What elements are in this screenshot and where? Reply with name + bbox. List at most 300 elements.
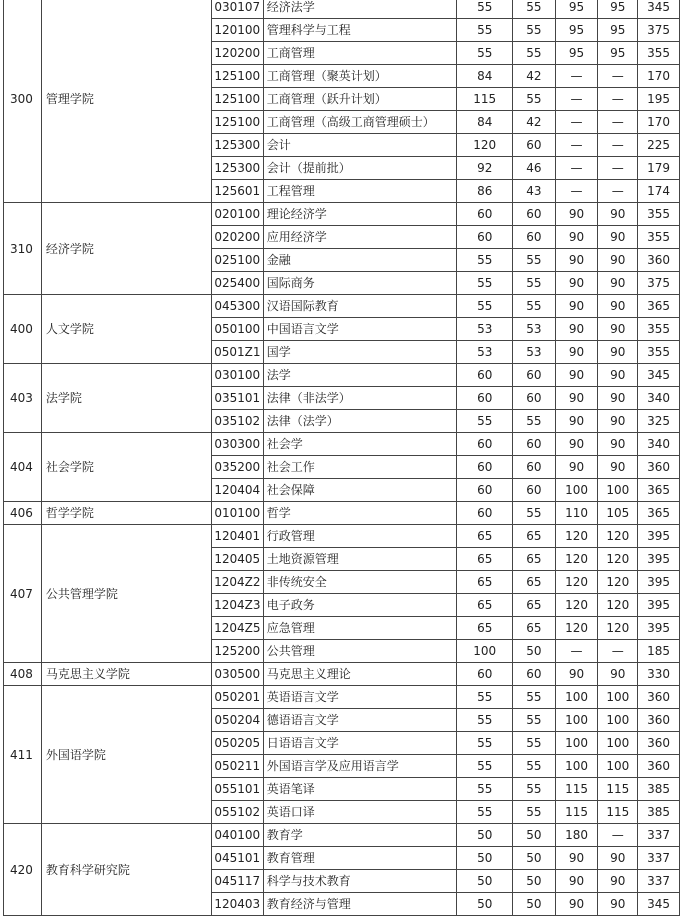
subject-one-score: — [555, 640, 598, 663]
subject-one-score: — [555, 180, 598, 203]
major-code: 020200 [211, 226, 263, 249]
major-code: 050201 [211, 686, 263, 709]
subject-one-score: 120 [555, 594, 598, 617]
subject-one-score: 90 [555, 433, 598, 456]
subject-two-score: 100 [598, 709, 638, 732]
politics-score: 53 [457, 341, 513, 364]
total-score: 330 [638, 663, 680, 686]
politics-score: 50 [457, 893, 513, 916]
subject-two-score: 90 [598, 456, 638, 479]
table-row [4, 525, 680, 548]
major-code: 045300 [211, 295, 263, 318]
subject-two-score: — [598, 88, 638, 111]
politics-score: 60 [457, 433, 513, 456]
subject-one-score: 90 [555, 249, 598, 272]
subject-two-score: 95 [598, 19, 638, 42]
subject-one-score: 90 [555, 226, 598, 249]
major-code: 030300 [211, 433, 263, 456]
table-row [4, 433, 680, 456]
department-name: 人文学院 [41, 295, 211, 364]
major-code: 120405 [211, 548, 263, 571]
total-score: 395 [638, 571, 680, 594]
major-code: 125601 [211, 180, 263, 203]
subject-two-score: 100 [598, 686, 638, 709]
subject-one-score: 90 [555, 295, 598, 318]
total-score: 195 [638, 88, 680, 111]
subject-one-score: 95 [555, 19, 598, 42]
major-name: 国际商务 [263, 272, 457, 295]
major-name: 公共管理 [263, 640, 457, 663]
total-score: 225 [638, 134, 680, 157]
major-code: 125300 [211, 134, 263, 157]
score-table [3, 0, 680, 916]
subject-one-score: 90 [555, 203, 598, 226]
politics-score: 50 [457, 847, 513, 870]
foreign-language-score: 50 [513, 824, 556, 847]
major-name: 会计（提前批） [263, 157, 457, 180]
subject-one-score: 90 [555, 387, 598, 410]
major-name: 社会学 [263, 433, 457, 456]
subject-two-score: 105 [598, 502, 638, 525]
major-name: 德语语言文学 [263, 709, 457, 732]
politics-score: 55 [457, 755, 513, 778]
foreign-language-score: 60 [513, 456, 556, 479]
subject-two-score: — [598, 134, 638, 157]
department-code: 407 [4, 525, 42, 663]
politics-score: 65 [457, 571, 513, 594]
department-code: 404 [4, 433, 42, 502]
politics-score: 115 [457, 88, 513, 111]
major-code: 010100 [211, 502, 263, 525]
subject-one-score: 100 [555, 479, 598, 502]
subject-two-score: — [598, 180, 638, 203]
subject-two-score: 90 [598, 249, 638, 272]
department-code: 406 [4, 502, 42, 525]
total-score: 170 [638, 65, 680, 88]
subject-two-score: 115 [598, 801, 638, 824]
politics-score: 60 [457, 203, 513, 226]
foreign-language-score: 55 [513, 778, 556, 801]
foreign-language-score: 55 [513, 686, 556, 709]
subject-one-score: 90 [555, 410, 598, 433]
foreign-language-score: 60 [513, 663, 556, 686]
major-name: 国学 [263, 341, 457, 364]
major-name: 会计 [263, 134, 457, 157]
table-row [4, 203, 680, 226]
politics-score: 55 [457, 778, 513, 801]
politics-score: 60 [457, 456, 513, 479]
table-body [4, 0, 680, 916]
major-name: 电子政务 [263, 594, 457, 617]
major-code: 125300 [211, 157, 263, 180]
subject-one-score: 90 [555, 364, 598, 387]
total-score: 365 [638, 479, 680, 502]
foreign-language-score: 42 [513, 65, 556, 88]
foreign-language-score: 55 [513, 272, 556, 295]
politics-score: 55 [457, 801, 513, 824]
foreign-language-score: 55 [513, 732, 556, 755]
major-code: 030100 [211, 364, 263, 387]
subject-two-score: 90 [598, 410, 638, 433]
table-row [4, 502, 680, 525]
major-name: 英语语言文学 [263, 686, 457, 709]
department-name: 外国语学院 [41, 686, 211, 824]
major-code: 125100 [211, 88, 263, 111]
major-name: 管理科学与工程 [263, 19, 457, 42]
subject-one-score: 120 [555, 548, 598, 571]
total-score: 340 [638, 387, 680, 410]
subject-one-score: 120 [555, 525, 598, 548]
total-score: 375 [638, 272, 680, 295]
subject-one-score: — [555, 111, 598, 134]
department-name: 社会学院 [41, 433, 211, 502]
department-code: 420 [4, 824, 42, 916]
major-name: 非传统安全 [263, 571, 457, 594]
subject-two-score: 90 [598, 433, 638, 456]
subject-two-score: 90 [598, 272, 638, 295]
foreign-language-score: 50 [513, 893, 556, 916]
foreign-language-score: 60 [513, 433, 556, 456]
department-name: 教育科学研究院 [41, 824, 211, 916]
total-score: 395 [638, 548, 680, 571]
major-name: 社会保障 [263, 479, 457, 502]
politics-score: 55 [457, 686, 513, 709]
subject-one-score: 115 [555, 801, 598, 824]
subject-two-score: — [598, 824, 638, 847]
major-name: 中国语言文学 [263, 318, 457, 341]
major-name: 工商管理（聚英计划） [263, 65, 457, 88]
politics-score: 55 [457, 249, 513, 272]
foreign-language-score: 65 [513, 571, 556, 594]
total-score: 360 [638, 755, 680, 778]
major-name: 法律（非法学） [263, 387, 457, 410]
politics-score: 92 [457, 157, 513, 180]
politics-score: 84 [457, 111, 513, 134]
table-row [4, 824, 680, 847]
major-code: 055102 [211, 801, 263, 824]
total-score: 170 [638, 111, 680, 134]
department-code: 403 [4, 364, 42, 433]
subject-one-score: — [555, 134, 598, 157]
total-score: 395 [638, 617, 680, 640]
total-score: 360 [638, 249, 680, 272]
major-code: 0501Z1 [211, 341, 263, 364]
total-score: 355 [638, 203, 680, 226]
subject-one-score: 90 [555, 847, 598, 870]
major-code: 045117 [211, 870, 263, 893]
politics-score: 65 [457, 548, 513, 571]
major-name: 英语笔译 [263, 778, 457, 801]
major-code: 045101 [211, 847, 263, 870]
foreign-language-score: 43 [513, 180, 556, 203]
subject-one-score: — [555, 65, 598, 88]
foreign-language-score: 65 [513, 548, 556, 571]
major-code: 120404 [211, 479, 263, 502]
total-score: 337 [638, 824, 680, 847]
subject-one-score: 110 [555, 502, 598, 525]
total-score: 385 [638, 801, 680, 824]
total-score: 385 [638, 778, 680, 801]
subject-two-score: 90 [598, 318, 638, 341]
table-row [4, 295, 680, 318]
subject-two-score: 95 [598, 42, 638, 65]
major-name: 科学与技术教育 [263, 870, 457, 893]
subject-two-score: 100 [598, 732, 638, 755]
department-name: 法学院 [41, 364, 211, 433]
foreign-language-score: 55 [513, 0, 556, 19]
politics-score: 60 [457, 479, 513, 502]
major-code: 120403 [211, 893, 263, 916]
subject-two-score: 120 [598, 571, 638, 594]
subject-two-score: — [598, 157, 638, 180]
foreign-language-score: 55 [513, 801, 556, 824]
politics-score: 55 [457, 410, 513, 433]
major-name: 工商管理 [263, 42, 457, 65]
foreign-language-score: 55 [513, 709, 556, 732]
department-code: 400 [4, 295, 42, 364]
major-name: 经济法学 [263, 0, 457, 19]
major-name: 应急管理 [263, 617, 457, 640]
subject-two-score: — [598, 111, 638, 134]
subject-one-score: 90 [555, 341, 598, 364]
politics-score: 55 [457, 732, 513, 755]
major-code: 025400 [211, 272, 263, 295]
major-code: 035102 [211, 410, 263, 433]
total-score: 395 [638, 525, 680, 548]
foreign-language-score: 50 [513, 870, 556, 893]
major-code: 020100 [211, 203, 263, 226]
politics-score: 55 [457, 272, 513, 295]
total-score: 179 [638, 157, 680, 180]
major-code: 030500 [211, 663, 263, 686]
foreign-language-score: 55 [513, 502, 556, 525]
foreign-language-score: 55 [513, 410, 556, 433]
politics-score: 100 [457, 640, 513, 663]
major-name: 行政管理 [263, 525, 457, 548]
subject-two-score: 120 [598, 617, 638, 640]
politics-score: 55 [457, 42, 513, 65]
total-score: 174 [638, 180, 680, 203]
politics-score: 55 [457, 0, 513, 19]
politics-score: 65 [457, 617, 513, 640]
table-row [4, 686, 680, 709]
total-score: 345 [638, 0, 680, 19]
total-score: 337 [638, 847, 680, 870]
table-row [4, 663, 680, 686]
foreign-language-score: 60 [513, 226, 556, 249]
major-name: 外国语言学及应用语言学 [263, 755, 457, 778]
subject-one-score: 180 [555, 824, 598, 847]
major-code: 040100 [211, 824, 263, 847]
major-code: 1204Z2 [211, 571, 263, 594]
foreign-language-score: 55 [513, 755, 556, 778]
foreign-language-score: 53 [513, 341, 556, 364]
total-score: 365 [638, 295, 680, 318]
department-code: 310 [4, 203, 42, 295]
major-name: 教育学 [263, 824, 457, 847]
subject-two-score: 120 [598, 525, 638, 548]
politics-score: 50 [457, 824, 513, 847]
department-code: 300 [4, 0, 42, 203]
major-name: 教育经济与管理 [263, 893, 457, 916]
major-name: 日语语言文学 [263, 732, 457, 755]
politics-score: 60 [457, 502, 513, 525]
total-score: 360 [638, 686, 680, 709]
subject-one-score: 100 [555, 709, 598, 732]
total-score: 375 [638, 19, 680, 42]
major-code: 025100 [211, 249, 263, 272]
subject-two-score: 90 [598, 341, 638, 364]
foreign-language-score: 46 [513, 157, 556, 180]
major-code: 120401 [211, 525, 263, 548]
total-score: 395 [638, 594, 680, 617]
total-score: 337 [638, 870, 680, 893]
major-code: 035200 [211, 456, 263, 479]
foreign-language-score: 60 [513, 364, 556, 387]
department-name: 哲学学院 [41, 502, 211, 525]
total-score: 340 [638, 433, 680, 456]
major-name: 英语口译 [263, 801, 457, 824]
subject-two-score: 100 [598, 755, 638, 778]
major-name: 工程管理 [263, 180, 457, 203]
major-code: 050211 [211, 755, 263, 778]
politics-score: 84 [457, 65, 513, 88]
subject-one-score: 90 [555, 318, 598, 341]
politics-score: 55 [457, 295, 513, 318]
major-code: 050204 [211, 709, 263, 732]
total-score: 345 [638, 893, 680, 916]
major-name: 教育管理 [263, 847, 457, 870]
major-code: 120100 [211, 19, 263, 42]
subject-one-score: 90 [555, 272, 598, 295]
subject-one-score: 100 [555, 755, 598, 778]
subject-two-score: 100 [598, 479, 638, 502]
total-score: 365 [638, 502, 680, 525]
foreign-language-score: 55 [513, 88, 556, 111]
total-score: 355 [638, 42, 680, 65]
subject-one-score: 100 [555, 732, 598, 755]
politics-score: 55 [457, 709, 513, 732]
subject-two-score: 90 [598, 870, 638, 893]
subject-one-score: 115 [555, 778, 598, 801]
foreign-language-score: 65 [513, 594, 556, 617]
department-name: 公共管理学院 [41, 525, 211, 663]
subject-two-score: 115 [598, 778, 638, 801]
foreign-language-score: 60 [513, 134, 556, 157]
table-row [4, 364, 680, 387]
foreign-language-score: 55 [513, 19, 556, 42]
subject-two-score: 120 [598, 594, 638, 617]
total-score: 355 [638, 341, 680, 364]
subject-one-score: 95 [555, 0, 598, 19]
major-code: 050100 [211, 318, 263, 341]
major-name: 马克思主义理论 [263, 663, 457, 686]
department-name: 经济学院 [41, 203, 211, 295]
foreign-language-score: 50 [513, 640, 556, 663]
major-code: 1204Z5 [211, 617, 263, 640]
major-code: 125100 [211, 111, 263, 134]
total-score: 345 [638, 364, 680, 387]
major-name: 汉语国际教育 [263, 295, 457, 318]
politics-score: 65 [457, 525, 513, 548]
politics-score: 55 [457, 19, 513, 42]
major-name: 理论经济学 [263, 203, 457, 226]
subject-two-score: 90 [598, 203, 638, 226]
subject-one-score: 100 [555, 686, 598, 709]
politics-score: 86 [457, 180, 513, 203]
politics-score: 53 [457, 318, 513, 341]
major-code: 120200 [211, 42, 263, 65]
subject-one-score: 90 [555, 456, 598, 479]
subject-one-score: 120 [555, 617, 598, 640]
total-score: 355 [638, 318, 680, 341]
politics-score: 60 [457, 387, 513, 410]
total-score: 360 [638, 456, 680, 479]
foreign-language-score: 55 [513, 295, 556, 318]
major-name: 哲学 [263, 502, 457, 525]
politics-score: 60 [457, 663, 513, 686]
department-code: 408 [4, 663, 42, 686]
subject-one-score: 90 [555, 893, 598, 916]
total-score: 360 [638, 709, 680, 732]
subject-two-score: 90 [598, 893, 638, 916]
subject-two-score: 90 [598, 847, 638, 870]
foreign-language-score: 53 [513, 318, 556, 341]
politics-score: 60 [457, 364, 513, 387]
total-score: 360 [638, 732, 680, 755]
major-name: 土地资源管理 [263, 548, 457, 571]
foreign-language-score: 60 [513, 203, 556, 226]
foreign-language-score: 65 [513, 525, 556, 548]
foreign-language-score: 60 [513, 479, 556, 502]
major-name: 法学 [263, 364, 457, 387]
subject-two-score: 90 [598, 364, 638, 387]
major-name: 金融 [263, 249, 457, 272]
major-name: 社会工作 [263, 456, 457, 479]
foreign-language-score: 65 [513, 617, 556, 640]
subject-one-score: 90 [555, 663, 598, 686]
major-name: 应用经济学 [263, 226, 457, 249]
major-code: 030107 [211, 0, 263, 19]
subject-one-score: 95 [555, 42, 598, 65]
foreign-language-score: 55 [513, 42, 556, 65]
politics-score: 50 [457, 870, 513, 893]
foreign-language-score: 42 [513, 111, 556, 134]
total-score: 185 [638, 640, 680, 663]
subject-two-score: 120 [598, 548, 638, 571]
foreign-language-score: 60 [513, 387, 556, 410]
politics-score: 65 [457, 594, 513, 617]
department-name: 管理学院 [41, 0, 211, 203]
subject-two-score: 90 [598, 387, 638, 410]
subject-two-score: 95 [598, 0, 638, 19]
subject-two-score: — [598, 640, 638, 663]
subject-one-score: — [555, 157, 598, 180]
subject-one-score: — [555, 88, 598, 111]
major-name: 法律（法学） [263, 410, 457, 433]
department-code: 411 [4, 686, 42, 824]
major-code: 125200 [211, 640, 263, 663]
total-score: 325 [638, 410, 680, 433]
major-code: 035101 [211, 387, 263, 410]
foreign-language-score: 50 [513, 847, 556, 870]
subject-two-score: 90 [598, 295, 638, 318]
subject-two-score: 90 [598, 663, 638, 686]
major-code: 125100 [211, 65, 263, 88]
politics-score: 120 [457, 134, 513, 157]
subject-one-score: 120 [555, 571, 598, 594]
subject-one-score: 90 [555, 870, 598, 893]
